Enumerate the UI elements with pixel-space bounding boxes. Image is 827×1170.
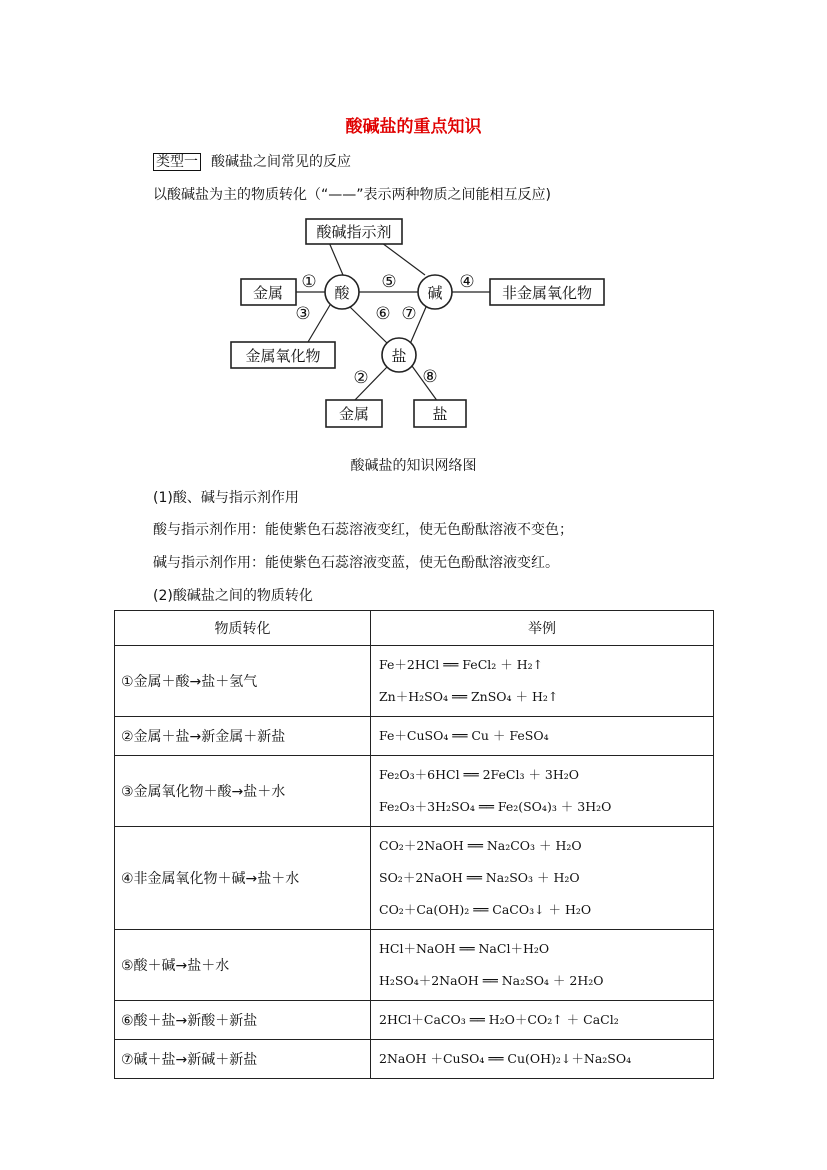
row-label: ③金属氧化物＋酸→盐＋水 <box>115 756 371 827</box>
intro-text: 以酸碱盐为主的物质转化（“——”表示两种物质之间能相互反应) <box>153 187 551 203</box>
node-salt: 盐 <box>391 347 407 365</box>
row-label: ②金属＋盐→新金属＋新盐 <box>115 717 371 756</box>
table-row <box>115 827 714 930</box>
label-1: ① <box>301 272 317 292</box>
node-salt-bottom: 盐 <box>432 405 448 423</box>
node-metal-left: 金属 <box>252 284 284 302</box>
diagram-caption: 酸碱盐的知识网络图 <box>350 458 477 474</box>
row-examples <box>371 930 714 1001</box>
label-7: ⑦ <box>401 304 417 324</box>
label-4: ④ <box>459 272 475 292</box>
conversion-table <box>114 610 714 1079</box>
row-label: ⑦碱＋盐→新碱＋新盐 <box>115 1040 371 1079</box>
row-examples <box>371 756 714 827</box>
table-row <box>115 717 714 756</box>
edge-indicator-base <box>378 240 425 275</box>
equation: Zn＋H₂SO₄ ══ ZnSO₄ ＋ H₂↑ <box>379 689 559 704</box>
table-row <box>115 756 714 827</box>
equation: H₂SO₄＋2NaOH ══ Na₂SO₄ ＋ 2H₂O <box>379 973 604 988</box>
row-label: ④非金属氧化物＋碱→盐＋水 <box>115 827 371 930</box>
row-examples <box>371 1001 714 1040</box>
acid-indicator-text: 酸与指示剂作用：能使紫色石蕊溶液变红，使无色酚酞溶液不变色； <box>153 522 573 538</box>
label-8: ⑧ <box>422 367 438 387</box>
table-row <box>115 1001 714 1040</box>
node-nonmetal-oxide: 非金属氧化物 <box>501 284 593 302</box>
label-5: ⑤ <box>381 272 397 292</box>
node-indicator: 酸碱指示剂 <box>316 223 392 241</box>
row-examples <box>371 827 714 930</box>
table-row <box>115 646 714 717</box>
label-6: ⑥ <box>375 304 391 324</box>
row-label: ①金属＋酸→盐＋氢气 <box>115 646 371 717</box>
edge-acid-metal-oxide <box>308 305 330 342</box>
knowledge-network-diagram <box>228 212 608 432</box>
section2-heading: (2)酸碱盐之间的物质转化 <box>153 588 313 604</box>
type-heading-text: 酸碱盐之间常见的反应 <box>211 154 351 170</box>
table-row <box>115 930 714 1001</box>
label-3: ③ <box>295 304 311 324</box>
row-label: ⑥酸＋盐→新酸＋新盐 <box>115 1001 371 1040</box>
equation: SO₂＋2NaOH ══ Na₂SO₃ ＋ H₂O <box>379 870 580 885</box>
header-example: 举例 <box>371 611 714 646</box>
edge-indicator-acid <box>328 240 343 275</box>
equation: 2NaOH ＋CuSO₄ ══ Cu(OH)₂↓＋Na₂SO₄ <box>379 1051 632 1066</box>
row-examples <box>371 646 714 717</box>
equation: 2HCl＋CaCO₃ ══ H₂O＋CO₂↑ ＋ CaCl₂ <box>379 1012 619 1027</box>
header-conversion: 物质转化 <box>115 611 371 646</box>
section1-heading: (1)酸、碱与指示剂作用 <box>153 490 299 506</box>
base-indicator-text: 碱与指示剂作用：能使紫色石蕊溶液变蓝，使无色酚酞溶液变红。 <box>153 555 559 571</box>
equation: Fe＋CuSO₄ ══ Cu ＋ FeSO₄ <box>379 728 549 743</box>
page-title: 酸碱盐的重点知识 <box>345 117 482 137</box>
row-examples <box>371 1040 714 1079</box>
equation: Fe₂O₃＋3H₂SO₄ ══ Fe₂(SO₄)₃ ＋ 3H₂O <box>379 799 612 814</box>
equation: CO₂＋Ca(OH)₂ ══ CaCO₃↓ ＋ H₂O <box>379 902 592 917</box>
type-tag: 类型一 <box>153 153 201 171</box>
equation: CO₂＋2NaOH ══ Na₂CO₃ ＋ H₂O <box>379 838 582 853</box>
node-acid: 酸 <box>334 284 350 302</box>
node-base: 碱 <box>427 284 443 302</box>
label-2: ② <box>353 368 369 388</box>
equation: Fe＋2HCl ══ FeCl₂ ＋ H₂↑ <box>379 657 544 672</box>
node-metal-oxide: 金属氧化物 <box>245 347 321 365</box>
row-examples <box>371 717 714 756</box>
type-heading <box>153 151 351 171</box>
node-metal-bottom: 金属 <box>338 405 370 423</box>
table-header-row <box>115 611 714 646</box>
equation: Fe₂O₃＋6HCl ══ 2FeCl₃ ＋ 3H₂O <box>379 767 580 782</box>
row-label: ⑤酸＋碱→盐＋水 <box>115 930 371 1001</box>
equation: HCl＋NaOH ══ NaCl＋H₂O <box>379 941 550 956</box>
table-row <box>115 1040 714 1079</box>
